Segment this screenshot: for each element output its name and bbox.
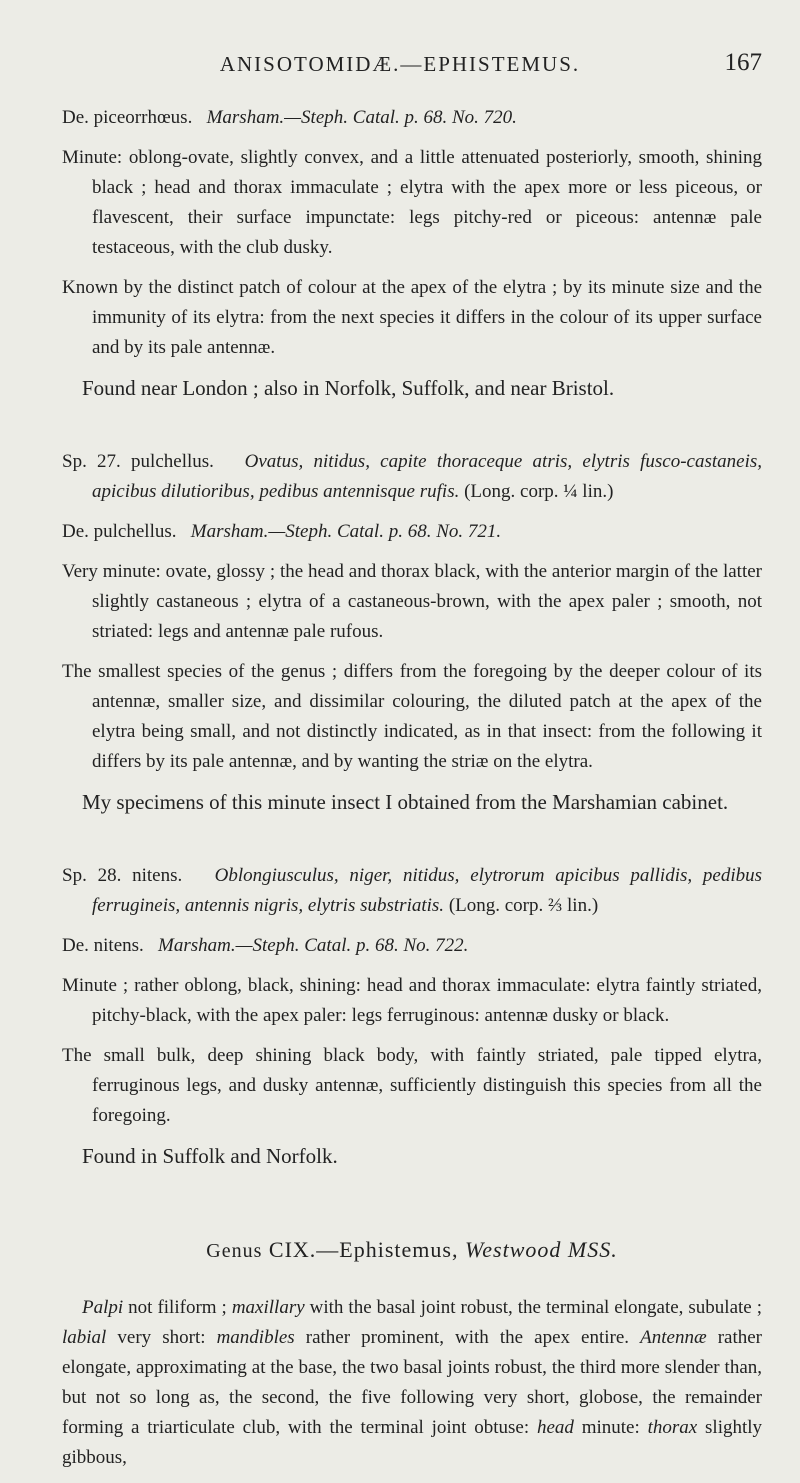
description-lead: Minute: (62, 147, 123, 168)
species-description: Very minute: ovate, glossy ; the head and thorax black, with the anterior margin of the latter slightly castaneous ; elytra of a castaneous-brown, with the apex paler ; smooth, not striated: legs and antennæ pale rufous. (62, 561, 762, 642)
species-heading (62, 447, 762, 507)
term-labial: labial (62, 1327, 107, 1348)
page-body (62, 103, 762, 1483)
reference-label: De. nitens. (62, 935, 144, 956)
species-diagnosis: Oblongiusculus, niger, nitidus, elytrorum apicibus pallidis, pedibus ferrugineis, antennis nigris, elytris substriatis. (92, 865, 763, 916)
description-text: oblong-ovate, slightly convex, and a little attenuated posteriorly, smooth, shining black ; head and thorax immaculate ; elytra with the apex more or less piceous, or flavescent, their surface impunctate: legs pitchy-red or piceous: antennæ pale testaceous, with the club dusky. (92, 147, 762, 258)
species-label: Sp. 27. pulchellus. (62, 451, 214, 472)
reference-label: De. pulchellus. (62, 521, 177, 542)
genus-text: very short: (117, 1327, 206, 1348)
species-description: Minute ; rather oblong, black, shining: head and thorax immaculate: elytra faintly striated, pitchy-black, with the apex paler: legs ferruginous: antennæ dusky or black. (62, 975, 762, 1026)
species-comparison: The smallest species of the genus ; differs from the foregoing by the deeper colour of its antennæ, smaller size, and dissimilar colouring, the diluted patch at the apex of the elytra being small, and not distinctly indicated, as in that insect: from the following it differs by its pale antennæ, and by wanting the striæ on the elytra. (62, 661, 762, 772)
term-head: head (536, 1417, 574, 1438)
term-mandibles: mandibles (216, 1327, 295, 1348)
species-reference (62, 517, 762, 547)
comparison-piceorrhoeus: Known by the distinct patch of colour at the apex of the elytra ; by its minute size and the immunity of its elytra: from the next species it differs in the colour of its upper surface and by its pale antennæ. (62, 277, 762, 358)
genus-text: rather prominent, with the apex entire. (305, 1327, 630, 1348)
page-header (0, 49, 800, 82)
species-28 (62, 861, 762, 1171)
species-note: My specimens of this minute insect I obtained from the Marshamian cabinet. (82, 790, 729, 814)
genus-text: slightly gibbous, (62, 1417, 763, 1468)
term-antennae: Antennæ (640, 1327, 707, 1348)
genus-heading (62, 1237, 762, 1263)
reference-source: Marsham.—Steph. Catal. p. 68. No. 722. (158, 935, 469, 956)
species-measure: (Long. corp. ¼ lin.) (464, 481, 614, 502)
species-comparison: The small bulk, deep shining black body, with faintly striated, pale tipped elytra, ferruginous legs, and dusky antennæ, sufficiently distinguish this species from all the foregoing. (62, 1045, 762, 1126)
reference-source: Marsham.—Steph. Catal. p. 68. No. 721. (190, 521, 502, 542)
species-label: Sp. 28. nitens. (62, 865, 183, 886)
genus-text: not filiform ; (128, 1297, 227, 1318)
term-maxillary: maxillary (231, 1297, 305, 1318)
genus-authority: Westwood MSS. (464, 1237, 618, 1262)
genus-number: CIX. (268, 1237, 317, 1262)
genus-text: rather elongate, approximating at the base, the two basal joints robust, the third more slender than, but not so long as, the second, the five following very short, globose, the remainder forming a triarticulate club, with the terminal joint obtuse: (62, 1327, 762, 1438)
reference-label: De. piceorrhœus. (62, 107, 193, 128)
genus-description (62, 1293, 762, 1473)
term-thorax: thorax (647, 1417, 698, 1438)
page-number: 167 (724, 49, 762, 76)
genus-text: minute: (581, 1417, 640, 1438)
species-measure: (Long. corp. ⅔ lin.) (448, 895, 599, 916)
species-27 (62, 447, 762, 817)
species-heading (62, 861, 762, 921)
reference-source: Marsham.—Steph. Catal. p. 68. No. 720. (206, 107, 517, 128)
genus-text: with the basal joint robust, the terminal elongate, subulate ; (309, 1297, 762, 1318)
genus-name: —Ephistemus, (316, 1237, 459, 1262)
species-diagnosis: Ovatus, nitidus, capite thoraceque atris, elytris fusco-castaneis, apicibus dilutioribus, pedibus antennisque rufis. (92, 451, 763, 502)
reference-piceorrhoeus (62, 103, 762, 133)
species-reference (62, 931, 762, 961)
species-locality: Found in Suffolk and Norfolk. (82, 1144, 338, 1168)
term-palpi: Palpi (82, 1297, 124, 1318)
locality-piceorrhoeus: Found near London ; also in Norfolk, Suffolk, and near Bristol. (82, 376, 615, 400)
genus-prefix: Genus (206, 1240, 263, 1262)
running-head: ANISOTOMIDÆ.—EPHISTEMUS. (219, 52, 581, 76)
description-piceorrhoeus (62, 143, 762, 263)
